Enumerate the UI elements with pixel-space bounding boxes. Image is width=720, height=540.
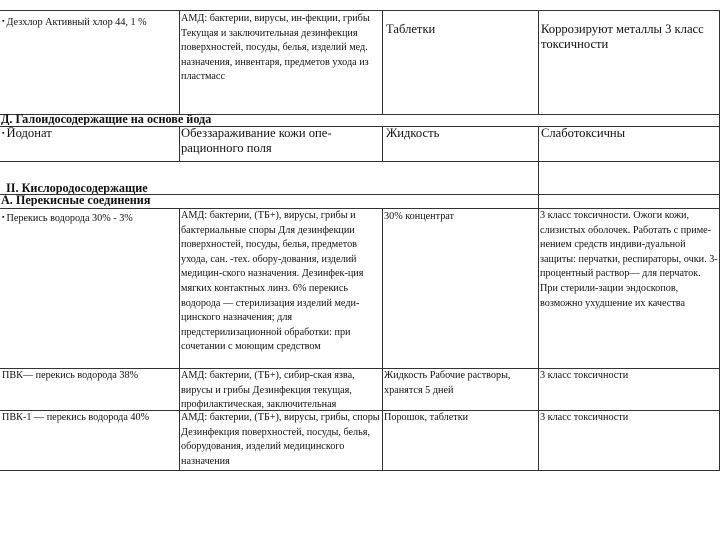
peroxide-name: ▪ Перекись водорода 30% - 3% bbox=[2, 210, 178, 227]
pvk1-use: АМД: бактерии, (ТБ+), вирусы, грибы, споры Дезинфекция поверхностей, посуды, белья, оборудования, изделий медицинского назначения bbox=[181, 412, 380, 467]
deskhlor-form: Таблетки bbox=[386, 22, 436, 36]
rule-col-2 bbox=[382, 208, 383, 470]
yodonat-name: ▪ Йодонат bbox=[2, 126, 178, 141]
yodonat-form: Жидкость bbox=[386, 126, 440, 140]
deskhlor-use: АМД: бактерии, вирусы, ин-фекции, грибы Текущая и заключительная дезинфекция поверхностей, посуды, белья, изделий мед. назначения, инвентаря, предметов ухода из пластмасс bbox=[181, 13, 370, 83]
rule-col-1 bbox=[179, 126, 180, 161]
peroxide-use: АМД: бактерии, (ТБ+), вирусы, грибы и бактериальные споры Для дезинфекции поверхностей, посуды, белья, предметов ухода, сан. -тех. обору-дования, изделий медицин-ского назначения. Дезинфек-ция мягких контактных линз. 6% перекись водорода — стерилизация изделий меди-цинского назначения; для предстерилизационной обработки: при сочетании с моющим средством bbox=[181, 210, 364, 353]
rule-col-3 bbox=[538, 161, 539, 208]
rule-col-3 bbox=[538, 126, 539, 161]
rule-col-2 bbox=[382, 126, 383, 161]
deskhlor-toxicity: Коррозируют металлы 3 класс токсичности bbox=[541, 22, 704, 51]
yodonat-use: Обеззараживание кожи опе-рационного поля bbox=[181, 126, 332, 155]
section-d-heading: Д. Галоидосодержащие на основе йода bbox=[1, 113, 212, 125]
pvk1-name: ПВК-1 — перекись водорода 40% bbox=[2, 412, 150, 423]
rule-col-1 bbox=[179, 208, 180, 470]
yodonat-toxicity: Слаботоксичны bbox=[541, 126, 626, 140]
pvk-use: АМД: бактерии, (ТБ+), сибир-ская язва, вирусы и грибы Дезинфекция текущая, профилактическая, заключительная bbox=[181, 370, 355, 410]
rule-col-3 bbox=[538, 10, 539, 114]
pvk1-toxicity: 3 класс токсичности bbox=[540, 412, 629, 423]
pvk-toxicity: 3 класс токсичности bbox=[540, 370, 629, 381]
rule-bottom bbox=[0, 470, 720, 471]
rule-col-3 bbox=[538, 208, 539, 470]
peroxide-form: 30% концентрат bbox=[384, 211, 455, 222]
rule-section-ii bbox=[0, 161, 720, 162]
pvk-form: Жидкость Рабочие растворы, хранятся 5 дней bbox=[384, 370, 511, 396]
rule-col-2 bbox=[382, 10, 383, 114]
pvk-name: ПВК— перекись водорода 38% bbox=[2, 370, 139, 381]
rule-top bbox=[0, 10, 720, 11]
section-a-heading: А. Перекисные соединения bbox=[1, 194, 151, 206]
rule-col-1 bbox=[179, 10, 180, 114]
deskhlor-name: ▪ Дезхлор Активный хлор 44, 1 % bbox=[2, 14, 178, 31]
peroxide-toxicity: 3 класс токсичности. Ожоги кожи, слизистых оболочек. Работать с приме-нением средств индиви-дуальной защиты: перчатки, респираторы, очки. 3-процентный раствор— для перчаток. При стерили-зации эндоскопов, возможно ухудшение их качества bbox=[540, 210, 718, 309]
section-ii-heading: II. Кислородосодержащие bbox=[6, 182, 148, 194]
pvk1-form: Порошок, таблетки bbox=[384, 412, 469, 423]
